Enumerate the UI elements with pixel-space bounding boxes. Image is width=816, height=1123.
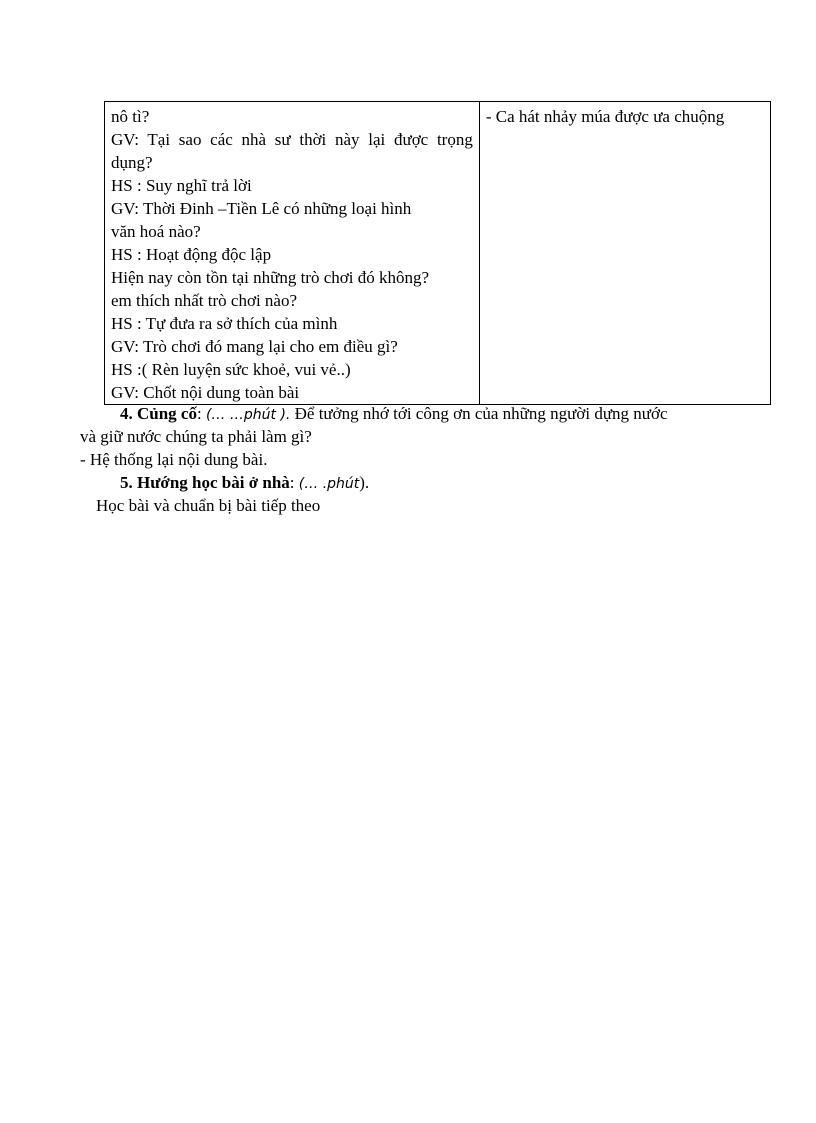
homework-close: ). bbox=[359, 473, 370, 492]
activity-line: văn hoá nào? bbox=[111, 222, 201, 241]
consolidation-review: - Hệ thống lại nội dung bài. bbox=[80, 450, 268, 469]
lesson-activity-table bbox=[104, 101, 771, 405]
activity-line: nô tì? bbox=[111, 107, 150, 126]
activity-line: dụng? bbox=[111, 153, 153, 172]
teacher-student-activity-cell bbox=[105, 102, 480, 405]
activity-line: HS : Suy nghĩ trả lời bbox=[111, 176, 252, 195]
homework-time: (… .phút bbox=[298, 476, 360, 492]
activity-line: HS : Tự đưa ra sở thích của mình bbox=[111, 314, 338, 333]
activity-line: GV: Thời Đinh –Tiền Lê có những loại hình bbox=[111, 199, 412, 218]
homework-heading: 5. Hướng học bài ở nhà bbox=[120, 473, 290, 492]
activity-line: GV: Trò chơi đó mang lại cho em điều gì? bbox=[111, 337, 398, 356]
activity-line: em thích nhất trò chơi nào? bbox=[111, 291, 298, 310]
homework-instruction: Học bài và chuẩn bị bài tiếp theo bbox=[96, 496, 321, 515]
activity-line: GV: Chốt nội dung toàn bài bbox=[111, 383, 300, 402]
activity-line: HS :( Rèn luyện sức khoẻ, vui vẻ..) bbox=[111, 360, 351, 379]
activity-line: HS : Hoạt động độc lập bbox=[111, 245, 272, 264]
activity-line: Hiện nay còn tồn tại những trò chơi đó không? bbox=[111, 268, 430, 287]
consolidation-line bbox=[120, 402, 780, 427]
consolidation-question-continued: và giữ nước chúng ta phải làm gì? bbox=[80, 427, 312, 446]
homework-line bbox=[120, 471, 780, 496]
consolidation-heading: 4. Củng cố bbox=[120, 404, 197, 423]
consolidation-question: Để tưởng nhớ tới công ơn của những người dựng nước bbox=[290, 404, 668, 423]
activity-line: GV: Tại sao các nhà sư thời này lại được trọng bbox=[111, 130, 473, 149]
content-line: - Ca hát nhảy múa được ưa chuộng bbox=[485, 107, 725, 126]
table-row bbox=[105, 102, 771, 405]
consolidation-time: (… …phút ). bbox=[205, 407, 291, 423]
lesson-content-cell bbox=[479, 102, 770, 405]
consolidation-colon: : bbox=[196, 404, 206, 423]
homework-colon: : bbox=[289, 473, 299, 492]
